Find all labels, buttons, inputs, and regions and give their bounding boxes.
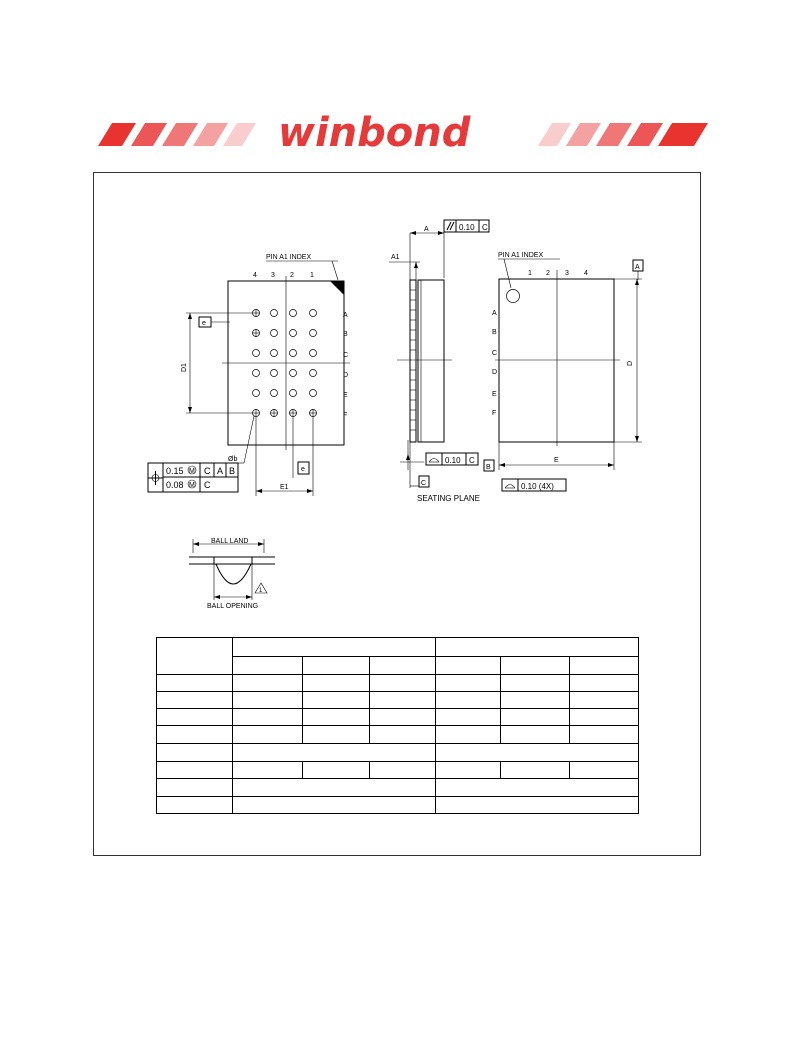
- ball-diameter-label: Øb: [228, 456, 238, 463]
- table-row: [157, 709, 639, 726]
- table-row: [157, 674, 639, 691]
- table-subheader: [370, 657, 436, 674]
- top-pin-index-label: PIN A1 INDEX: [266, 254, 312, 261]
- seating-plane-label: SEATING PLANE: [417, 494, 480, 503]
- bottom-col-3: 3: [565, 270, 569, 277]
- fcf-tol-2: 0.08: [166, 480, 184, 490]
- datum-a-label: A: [635, 264, 640, 271]
- top-row-c: C: [343, 352, 349, 359]
- table-symbol-header: [157, 638, 233, 675]
- datum-c-label: C: [421, 480, 427, 487]
- brand-wordmark: winbond: [278, 110, 471, 156]
- bottom-row-c: C: [492, 350, 498, 357]
- note-marker: 1: [259, 588, 263, 594]
- table-row: [157, 726, 639, 743]
- fcf-mod-2: M: [189, 482, 195, 489]
- table-row: [157, 743, 639, 761]
- top-row-a: A: [343, 312, 348, 319]
- position-tolerance-frame: [148, 463, 238, 492]
- top-row-e: E: [343, 392, 348, 399]
- fcf-datum-b-1: B: [229, 466, 236, 476]
- top-row-f: F: [343, 412, 348, 419]
- fcf-tol-1: 0.15: [166, 466, 184, 476]
- dimension-table: [156, 637, 639, 814]
- table-subheader: [501, 657, 570, 674]
- bottom-row-d: D: [492, 369, 498, 376]
- side-package-body: [418, 280, 444, 442]
- logo-left-stripes: [98, 123, 256, 146]
- bottom-col-2: 2: [546, 270, 550, 277]
- flatness-tolerance: 0.10: [445, 456, 461, 465]
- d1-label: D1: [181, 363, 188, 372]
- table-row: [157, 762, 639, 779]
- table-subheader: [303, 657, 370, 674]
- pitch-e-label-vertical: e: [202, 320, 206, 327]
- ball-opening-label: BALL OPENING: [207, 603, 259, 610]
- bottom-row-b: B: [492, 329, 497, 336]
- top-col-4: 4: [253, 272, 257, 279]
- bottom-col-1: 1: [528, 270, 532, 277]
- bottom-pin-index-label: PIN A1 INDEX: [498, 252, 544, 259]
- table-group-header-1: [233, 638, 436, 657]
- bottom-view: [484, 252, 643, 491]
- pin-a1-corner-mark: [330, 281, 344, 295]
- table-row: [157, 691, 639, 708]
- table-row: [157, 796, 639, 813]
- fcf-datum-c-1: C: [204, 466, 211, 476]
- bottom-col-4: 4: [584, 270, 588, 277]
- table-row: [157, 779, 639, 796]
- logo-right-stripes: [538, 123, 708, 146]
- a1-label: A1: [391, 254, 400, 261]
- top-view: [148, 254, 350, 496]
- a-label: A: [424, 226, 429, 233]
- fcf-mod-1: M: [189, 468, 195, 475]
- winbond-logo: [98, 110, 708, 156]
- top-col-1: 1: [310, 272, 314, 279]
- flatness-frame: [426, 453, 478, 465]
- fcf-datum-c-2: C: [204, 480, 211, 490]
- ball-land-label: BALL LAND: [211, 538, 249, 545]
- bottom-row-a: A: [492, 310, 497, 317]
- side-view: [389, 220, 489, 503]
- table-subheader: [436, 657, 501, 674]
- fcf-datum-a-1: A: [217, 466, 224, 476]
- parallelism-frame: [444, 220, 489, 232]
- bottom-row-f: F: [492, 410, 497, 417]
- parallel-datum: C: [482, 223, 488, 232]
- pin-a1-index-dot: [507, 290, 520, 303]
- side-ball-row: [410, 280, 416, 442]
- profile-frame: [502, 479, 566, 491]
- top-row-d: D: [343, 372, 349, 379]
- top-col-3: 3: [271, 272, 275, 279]
- ball-detail: [189, 538, 275, 610]
- bottom-row-e: E: [492, 391, 497, 398]
- top-col-2: 2: [290, 272, 294, 279]
- profile-tolerance: 0.10 (4X): [521, 482, 554, 491]
- table-subheader: [570, 657, 639, 674]
- top-row-b: B: [343, 331, 348, 338]
- table-group-header-2: [436, 638, 639, 657]
- bottom-package-outline: [499, 279, 614, 442]
- flatness-datum: C: [469, 456, 475, 465]
- d-label: D: [627, 360, 634, 366]
- pitch-e-label-horizontal: e: [301, 466, 305, 473]
- e1-label: E1: [280, 484, 289, 491]
- parallel-tolerance: 0.10: [459, 223, 475, 232]
- table-subheader: [233, 657, 303, 674]
- e-label: E: [554, 457, 559, 464]
- datum-b-label: B: [486, 464, 491, 471]
